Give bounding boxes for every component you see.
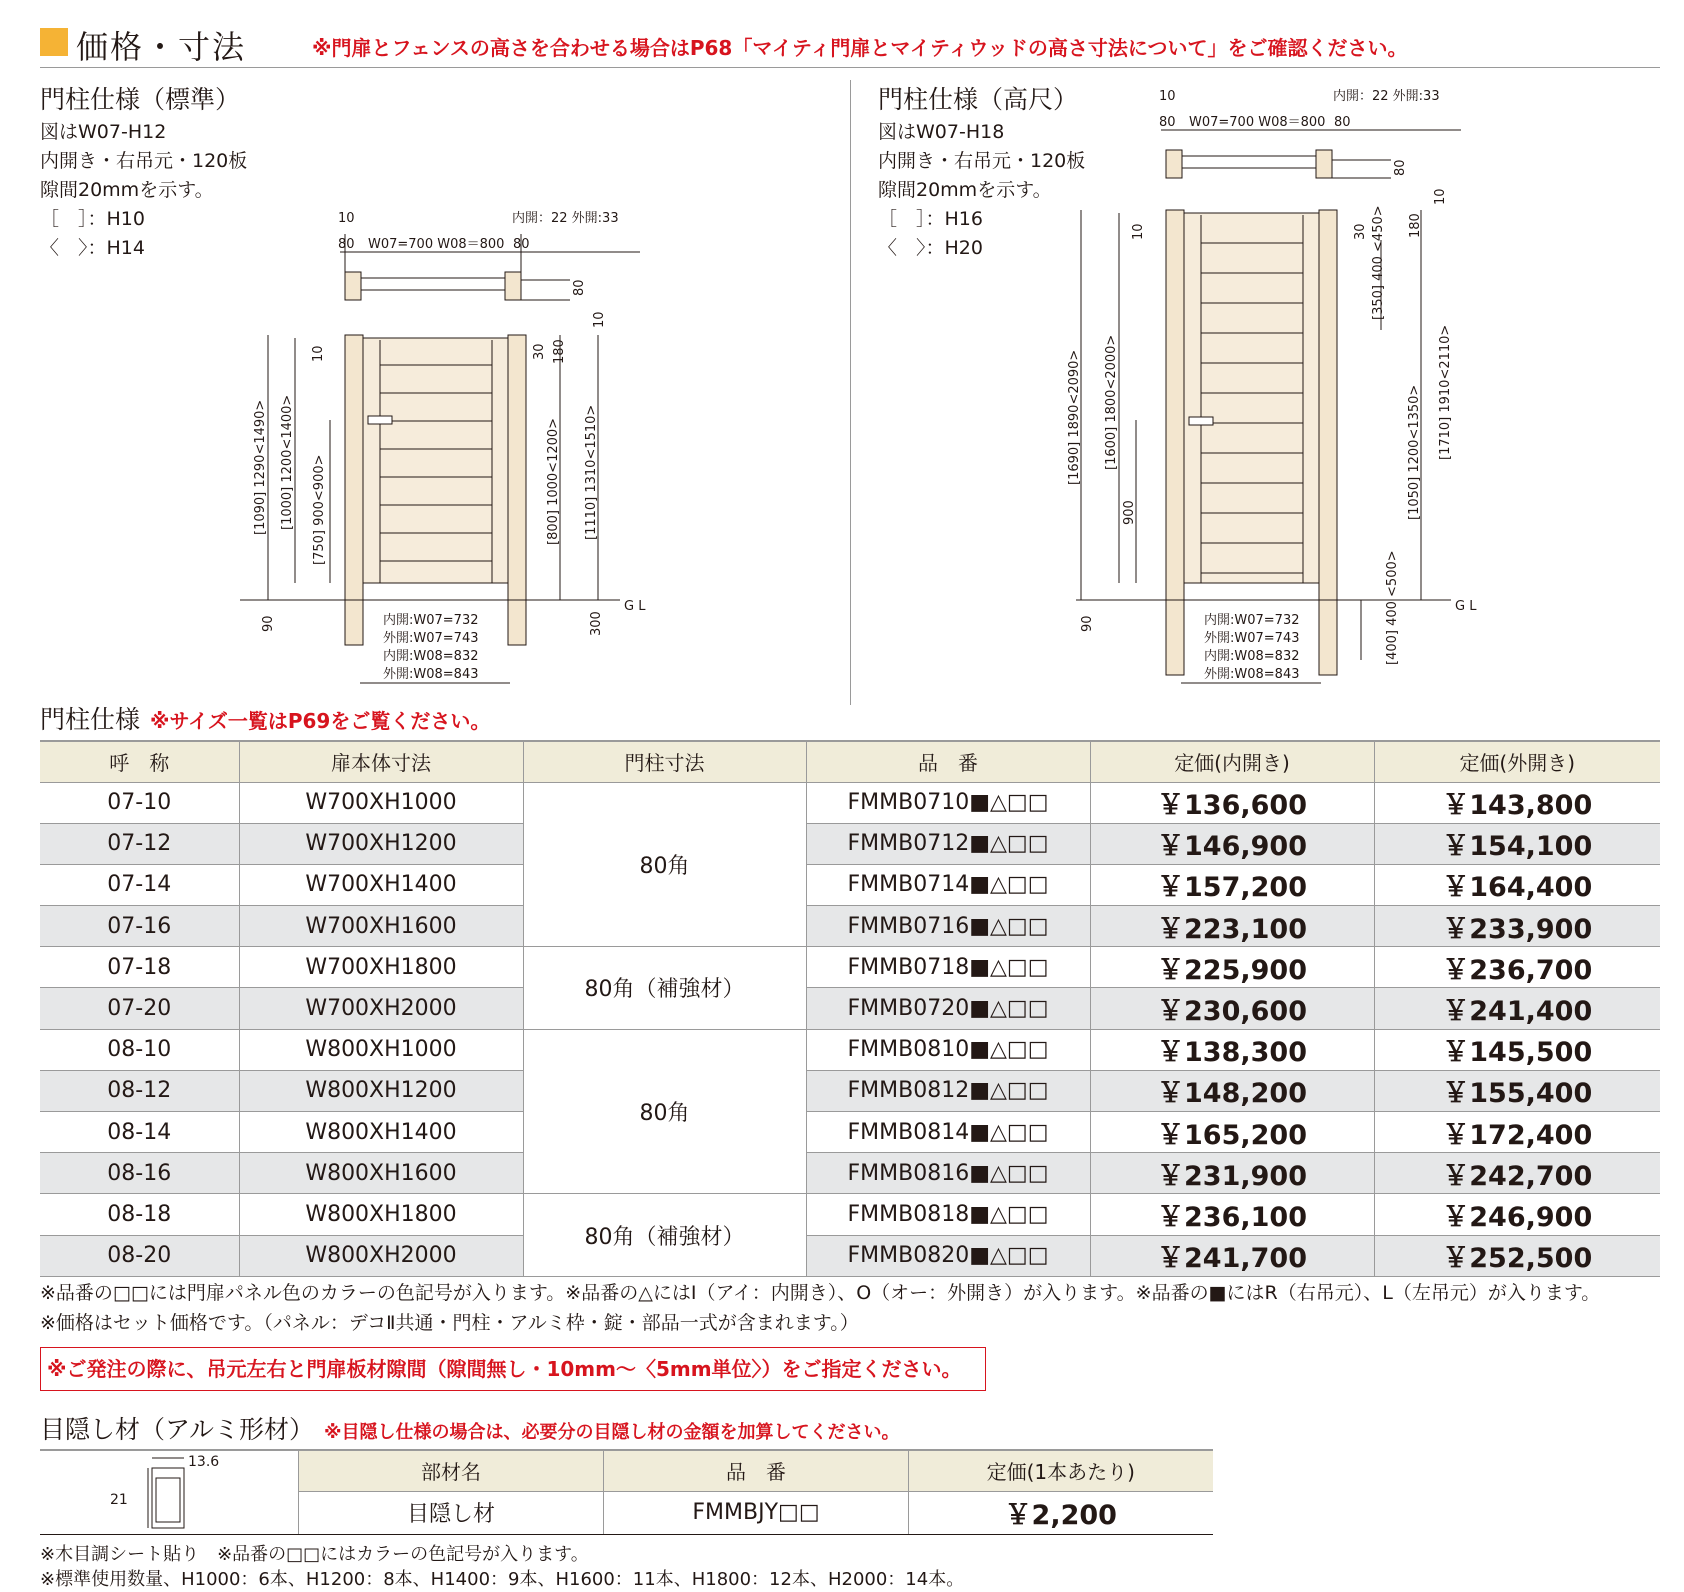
dim-label: 180 xyxy=(1408,213,1423,238)
dim-label: [800] 1000<1200> xyxy=(546,417,561,545)
dim-label: [1110] 1310<1510> xyxy=(584,404,599,540)
spec-line: ［ ］：H10 xyxy=(40,208,145,230)
elev-post-right xyxy=(1319,210,1337,675)
dim-label: 90 xyxy=(1080,615,1095,632)
dim-label: [400] 400 <500> xyxy=(1385,550,1400,665)
cell-size: W700XH1800 xyxy=(239,947,523,988)
cell-price-in: ￥241,700 xyxy=(1090,1235,1374,1276)
col-header: 品 番 xyxy=(604,1450,909,1491)
dim-label: 内開：22 外開:33 xyxy=(1333,89,1440,104)
cell-name: 07-14 xyxy=(40,864,239,905)
cell-price-in: ￥138,300 xyxy=(1090,1029,1374,1070)
dim-label: 30 xyxy=(532,343,547,360)
width-label: 内開:W07=732 xyxy=(383,613,479,628)
screen-profile-drawing xyxy=(100,1452,240,1534)
cell-name: 07-10 xyxy=(40,782,239,823)
cell-code: FMMB0720■△□□ xyxy=(806,988,1090,1029)
cell-name: 08-12 xyxy=(40,1070,239,1111)
cell-name: 08-18 xyxy=(40,1194,239,1235)
spec-line: 隙間20mmを示す。 xyxy=(878,179,1052,201)
table-row xyxy=(40,864,1660,905)
dim-label: 10 xyxy=(1131,223,1146,240)
col-header: 品 番 xyxy=(806,741,1090,782)
dim-label: 10 xyxy=(311,345,326,362)
cell-price-in: ￥165,200 xyxy=(1090,1112,1374,1153)
cell-price-out: ￥236,700 xyxy=(1374,947,1660,988)
cell-size: W800XH1400 xyxy=(239,1112,523,1153)
cell-size: W700XH2000 xyxy=(239,988,523,1029)
product-code-note: ※品番の□□には門扉パネル色のカラーの色記号が入ります。※品番の△にはI（アイ：内開き）、O（オー：外開き）が入ります。※品番の■にはR（右吊元）、L（左吊元）が入ります。 xyxy=(40,1282,1601,1304)
cell-price-out: ￥164,400 xyxy=(1374,864,1660,905)
cell-code: FMMB0716■△□□ xyxy=(806,906,1090,947)
cell-price-in: ￥236,100 xyxy=(1090,1194,1374,1235)
cell-size: W700XH1600 xyxy=(239,906,523,947)
cell-name: 07-18 xyxy=(40,947,239,988)
page-title: 価格・寸法 xyxy=(76,28,247,66)
table-header-row xyxy=(40,741,1660,782)
elev-post-right xyxy=(508,335,526,645)
cell-code: FMMBJY□□ xyxy=(604,1491,909,1534)
spec-line: 隙間20mmを示す。 xyxy=(40,179,214,201)
dim-label: [1050] 1200<1350> xyxy=(1407,384,1422,520)
cell-size: W800XH2000 xyxy=(239,1235,523,1276)
elev-gate-panel xyxy=(1184,213,1319,583)
cell-post-size: 80角 xyxy=(523,1029,806,1194)
cell-price-out: ￥154,100 xyxy=(1374,823,1660,864)
dim-label: 10 xyxy=(338,211,355,226)
cell-code: FMMB0810■△□□ xyxy=(806,1029,1090,1070)
spec-line: ［ ］：H16 xyxy=(878,208,983,230)
cell-part-name: 目隠し材 xyxy=(299,1491,604,1534)
cell-code: FMMB0710■△□□ xyxy=(806,782,1090,823)
cell-size: W700XH1400 xyxy=(239,864,523,905)
spec-line: 図はW07-H12 xyxy=(40,121,167,143)
cell-price-in: ￥148,200 xyxy=(1090,1070,1374,1111)
elev-handle xyxy=(1189,417,1213,425)
cell-price-in: ￥136,600 xyxy=(1090,782,1374,823)
dim-label: 80 xyxy=(513,237,530,252)
cell-price-out: ￥242,700 xyxy=(1374,1153,1660,1194)
screen-section-note: ※目隠し仕様の場合は、必要分の目隠し材の金額を加算してください。 xyxy=(324,1422,900,1443)
elev-post-left xyxy=(1166,210,1184,675)
cell-name: 08-14 xyxy=(40,1112,239,1153)
col-header: 扉本体寸法 xyxy=(239,741,523,782)
table-row xyxy=(40,947,1660,988)
width-label: 外開:W08=843 xyxy=(383,667,479,682)
dim-label: 10 xyxy=(1433,188,1448,205)
cell-price-out: ￥233,900 xyxy=(1374,906,1660,947)
dim-label: W07=700 W08＝800 xyxy=(368,237,505,252)
gl-label: G L xyxy=(1455,599,1477,614)
tall-spec-title: 門柱仕様（高尺） xyxy=(878,85,1079,114)
profile-height-label: 21 xyxy=(110,1492,128,1508)
table-row xyxy=(299,1491,1213,1534)
cell-price: ￥2,200 xyxy=(909,1491,1213,1534)
cell-name: 07-16 xyxy=(40,906,239,947)
cell-price-out: ￥246,900 xyxy=(1374,1194,1660,1235)
cell-price-in: ￥157,200 xyxy=(1090,864,1374,905)
table-row xyxy=(40,782,1660,823)
dim-label: [750] 900<900> xyxy=(312,454,327,565)
cell-price-out: ￥172,400 xyxy=(1374,1112,1660,1153)
cell-price-out: ￥143,800 xyxy=(1374,782,1660,823)
cell-name: 08-10 xyxy=(40,1029,239,1070)
table-row xyxy=(40,1070,1660,1111)
dim-label: 300 xyxy=(589,611,604,636)
table-row xyxy=(40,1235,1660,1276)
plan-post-left xyxy=(1166,150,1182,178)
spec-line: 図はW07-H18 xyxy=(878,121,1005,143)
order-note: ※ご発注の際に、吊元左右と門扉板材隙間（隙間無し・10mm〜〈5mm単位〉）をご指定ください。 xyxy=(40,1347,986,1391)
standard-gate-drawing xyxy=(0,0,850,700)
elev-handle xyxy=(368,416,392,424)
cell-post-size: 80角 xyxy=(523,782,806,947)
pillar-section-heading: 門柱仕様 xyxy=(40,705,141,734)
cell-post-size: 80角（補強材） xyxy=(523,1194,806,1276)
cell-price-out: ￥155,400 xyxy=(1374,1070,1660,1111)
col-header: 定価(内開き) xyxy=(1090,741,1374,782)
price-table xyxy=(40,740,1660,1277)
cell-price-out: ￥145,500 xyxy=(1374,1029,1660,1070)
plan-post-left xyxy=(345,272,361,300)
dim-label: [350] 400 <450> xyxy=(1371,205,1386,320)
dim-label: [1600] 1800<2000> xyxy=(1104,334,1119,470)
dim-label: W07=700 W08＝800 xyxy=(1189,115,1326,130)
cell-code: FMMB0714■△□□ xyxy=(806,864,1090,905)
cell-size: W800XH1200 xyxy=(239,1070,523,1111)
width-label: 内開:W07=732 xyxy=(1204,613,1300,628)
col-header: 定価(1本あたり) xyxy=(909,1450,1213,1491)
gl-label: G L xyxy=(624,599,646,614)
spec-line: 内開き・右吊元・120板 xyxy=(878,150,1086,172)
dim-label: [1690] 1890<2090> xyxy=(1067,349,1082,485)
cell-code: FMMB0818■△□□ xyxy=(806,1194,1090,1235)
cell-code: FMMB0816■△□□ xyxy=(806,1153,1090,1194)
table-row xyxy=(40,823,1660,864)
cell-code: FMMB0718■△□□ xyxy=(806,947,1090,988)
cell-size: W700XH1200 xyxy=(239,823,523,864)
table-row xyxy=(40,1029,1660,1070)
screen-note: ※木目調シート貼り ※品番の□□にはカラーの色記号が入ります。 xyxy=(40,1544,589,1565)
cell-price-in: ￥225,900 xyxy=(1090,947,1374,988)
dim-label: [1710] 1910<2110> xyxy=(1438,324,1453,460)
cell-size: W800XH1800 xyxy=(239,1194,523,1235)
cell-name: 08-16 xyxy=(40,1153,239,1194)
col-header: 部材名 xyxy=(299,1450,604,1491)
dim-label: 10 xyxy=(1159,89,1176,104)
width-label: 内開:W08=832 xyxy=(383,649,479,664)
pillar-section-title xyxy=(40,700,490,736)
spec-line: 〈 〉：H20 xyxy=(878,237,983,259)
dim-label: [1000] 1200<1400> xyxy=(280,394,295,530)
dim-label: 80 xyxy=(338,237,355,252)
dim-label: 10 xyxy=(592,311,607,328)
col-header: 門柱寸法 xyxy=(523,741,806,782)
cell-price-in: ￥231,900 xyxy=(1090,1153,1374,1194)
screen-quantity-note: ※標準使用数量、H1000：6本、H1200：8本、H1400：9本、H1600：11本、H1800：12本、H2000：14本。 xyxy=(40,1569,965,1590)
dim-label: 80 xyxy=(1159,115,1176,130)
screen-table xyxy=(298,1449,1213,1535)
table-row xyxy=(40,1194,1660,1235)
cell-code: FMMB0814■△□□ xyxy=(806,1112,1090,1153)
cell-price-out: ￥241,400 xyxy=(1374,988,1660,1029)
dim-label: [1090] 1290<1490> xyxy=(253,399,268,535)
plan-post-right xyxy=(1316,150,1332,178)
table-row xyxy=(40,1112,1660,1153)
table-row xyxy=(40,1153,1660,1194)
dim-label: 90 xyxy=(261,615,276,632)
table-row xyxy=(40,988,1660,1029)
cell-price-out: ￥252,500 xyxy=(1374,1235,1660,1276)
cell-price-in: ￥230,600 xyxy=(1090,988,1374,1029)
cell-code: FMMB0820■△□□ xyxy=(806,1235,1090,1276)
cell-price-in: ￥223,100 xyxy=(1090,906,1374,947)
cell-name: 07-20 xyxy=(40,988,239,1029)
dim-label: 180 xyxy=(552,339,567,364)
table-row xyxy=(40,906,1660,947)
width-label: 内開:W08=832 xyxy=(1204,649,1300,664)
spec-line: 内開き・右吊元・120板 xyxy=(40,150,248,172)
spec-line: 〈 〉：H14 xyxy=(40,237,145,259)
dim-label: 80 xyxy=(1334,115,1351,130)
cell-size: W800XH1600 xyxy=(239,1153,523,1194)
cell-price-in: ￥146,900 xyxy=(1090,823,1374,864)
pillar-section-note: ※サイズ一覧はP69をご覧ください。 xyxy=(150,709,491,733)
dim-label: 内開：22 外開:33 xyxy=(512,211,619,226)
title-note: ※門扉とフェンスの高さを合わせる場合はP68「マイティ門扉とマイティウッドの高さ寸法について」をご確認ください。 xyxy=(312,36,1408,60)
cell-code: FMMB0712■△□□ xyxy=(806,823,1090,864)
dim-label: 80 xyxy=(1393,159,1408,176)
elev-gate-panel xyxy=(363,338,508,583)
plan-gate-frame xyxy=(361,278,521,290)
cell-post-size: 80角（補強材） xyxy=(523,947,806,1029)
table-header-row xyxy=(299,1450,1213,1491)
elev-post-left xyxy=(345,335,363,645)
cell-size: W800XH1000 xyxy=(239,1029,523,1070)
set-price-note: ※価格はセット価格です。（パネル：デコⅡ共通・門柱・アルミ枠・錠・部品一式が含まれます。） xyxy=(40,1312,859,1334)
dim-label: 80 xyxy=(572,279,587,296)
dim-label: 30 xyxy=(1353,223,1368,240)
standard-spec-title: 門柱仕様（標準） xyxy=(40,85,241,114)
plan-gate-frame xyxy=(1182,156,1332,168)
screen-section-heading: 目隠し材（アルミ形材） xyxy=(40,1415,315,1444)
cell-name: 07-12 xyxy=(40,823,239,864)
width-label: 外開:W08=843 xyxy=(1204,667,1300,682)
profile-width-label: 13.6 xyxy=(188,1454,220,1470)
col-header: 定価(外開き) xyxy=(1374,741,1660,782)
screen-section-title xyxy=(40,1410,900,1446)
width-label: 外開:W07=743 xyxy=(383,631,479,646)
cell-name: 08-20 xyxy=(40,1235,239,1276)
plan-post-right xyxy=(505,272,521,300)
dim-label: 900 xyxy=(1122,500,1137,525)
col-header: 呼 称 xyxy=(40,741,239,782)
tall-gate-drawing xyxy=(851,0,1684,700)
cell-code: FMMB0812■△□□ xyxy=(806,1070,1090,1111)
cell-size: W700XH1000 xyxy=(239,782,523,823)
width-label: 外開:W07=743 xyxy=(1204,631,1300,646)
